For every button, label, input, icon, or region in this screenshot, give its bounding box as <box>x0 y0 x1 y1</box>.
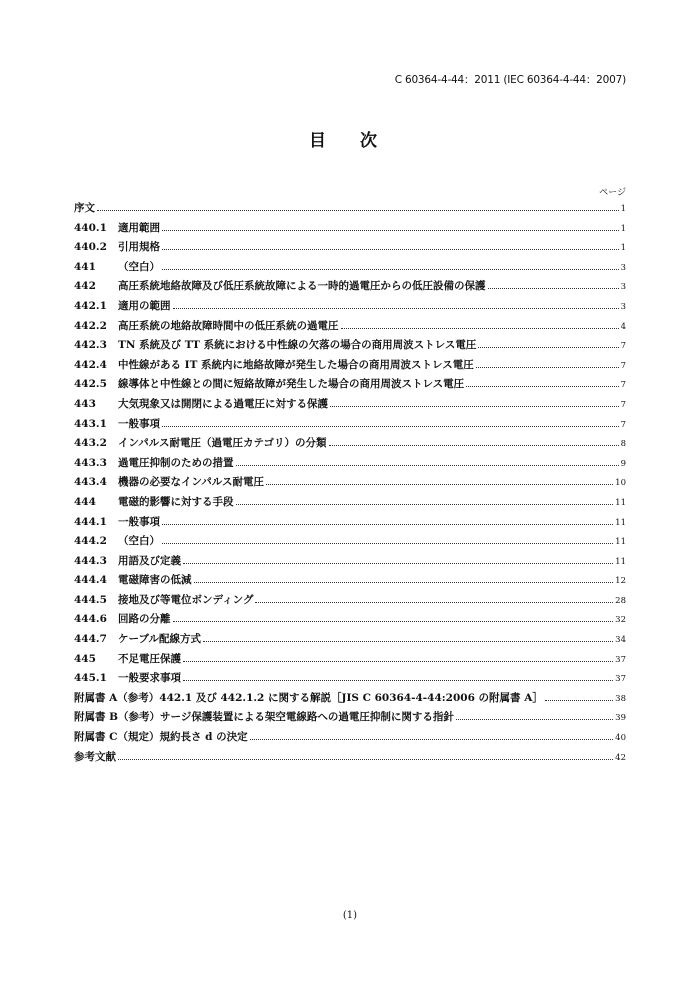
toc-entry-title: 高圧系統の地絡故障時間中の低圧系統の過電圧 <box>118 319 339 332</box>
toc-entry-title: 電磁的影響に対する手段 <box>118 495 234 508</box>
toc-entry-title: 一般要求事項 <box>118 672 181 685</box>
toc-entry-page: 1 <box>620 223 626 234</box>
toc-entry-number: 444.5 <box>74 593 107 606</box>
toc-entry-number: 444.4 <box>74 574 107 587</box>
toc-entry[interactable] <box>74 651 626 671</box>
toc-entry[interactable] <box>74 220 626 240</box>
toc-entry-title: 大気現象又は開閉による過電圧に対する保護 <box>118 397 328 410</box>
toc-entry[interactable] <box>74 494 626 514</box>
dot-leader <box>341 328 619 329</box>
toc-entry-title: 一般事項 <box>118 417 160 430</box>
toc-entry[interactable] <box>74 416 626 436</box>
dot-leader <box>330 406 619 407</box>
toc-entry[interactable] <box>74 533 626 553</box>
toc-entry-title: 用語及び定義 <box>118 554 181 567</box>
toc-entry[interactable] <box>74 239 626 259</box>
toc-entry-number: 443.2 <box>74 437 107 450</box>
page-column-label: ページ <box>599 188 626 198</box>
toc-entry-page: 7 <box>620 341 626 352</box>
dot-leader <box>162 269 619 270</box>
toc-entry-title: ケーブル配線方式 <box>118 633 202 646</box>
toc-entry[interactable] <box>74 278 626 298</box>
toc-entry-number: 445 <box>74 652 96 665</box>
dot-leader <box>162 249 619 250</box>
toc-entry[interactable] <box>74 553 626 573</box>
toc-entry-page: 38 <box>615 693 626 704</box>
dot-leader <box>545 700 613 701</box>
toc-entry[interactable] <box>74 690 626 710</box>
toc-entry-page: 39 <box>615 713 626 724</box>
dot-leader <box>162 543 613 544</box>
toc-entry-number: 444.1 <box>74 515 107 528</box>
toc-entry-page: 3 <box>620 262 626 273</box>
toc-entry-page: 11 <box>615 497 626 508</box>
toc-entry-page: 1 <box>620 204 626 214</box>
toc-entry[interactable] <box>74 611 626 631</box>
dot-leader <box>162 524 613 525</box>
dot-leader <box>478 347 618 348</box>
toc-entry-title: インパルス耐電圧（過電圧カテゴリ）の分類 <box>118 437 327 450</box>
dot-leader <box>466 386 618 387</box>
toc-entry-number: 445.1 <box>74 672 107 685</box>
toc-entry[interactable] <box>74 435 626 455</box>
toc-entry[interactable] <box>74 357 626 377</box>
dot-leader <box>329 445 619 446</box>
toc-entry-page: 11 <box>615 537 626 548</box>
toc-entry[interactable] <box>74 592 626 612</box>
toc-entry-title: 附属書 C（規定）規約長さ d の決定 <box>74 731 248 744</box>
toc-entry-number: 442.3 <box>74 339 107 352</box>
toc-entry-number: 444 <box>74 495 96 508</box>
toc-entry[interactable] <box>74 514 626 534</box>
toc-entry-title: 参考文献 <box>74 750 116 763</box>
toc-entry-title: TN 系統及び TT 系統における中性線の欠落の場合の商用周波ストレス電圧 <box>118 339 477 352</box>
toc-entry-page: 28 <box>615 595 626 606</box>
toc-entry-title: 附属書 B（参考）サージ保護装置による架空電線路への過電圧抑制に関する指針 <box>74 711 454 724</box>
page-number: (1) <box>342 910 358 921</box>
toc-entry-number: 444.2 <box>74 535 107 548</box>
toc-entry-title: 序文 <box>74 202 95 214</box>
toc-entry-title: 引用規格 <box>118 241 160 254</box>
toc-entry-title: （空白） <box>118 535 160 548</box>
toc-entry-page: 7 <box>620 360 626 371</box>
toc-entry-number: 440.1 <box>74 221 107 234</box>
toc-entry-number: 443 <box>74 397 96 410</box>
toc-entry[interactable] <box>74 396 626 416</box>
dot-leader <box>173 621 614 622</box>
standard-number: C 60364-4-44：2011 (IEC 60364-4-44：2007) <box>394 74 626 86</box>
dot-leader <box>236 465 619 466</box>
toc-entry-page: 37 <box>615 674 626 685</box>
toc-entry-title: 中性線がある IT 系統内に地絡故障が発生した場合の商用周波ストレス電圧 <box>118 358 474 371</box>
dot-leader <box>203 641 613 642</box>
toc-entry[interactable] <box>74 572 626 592</box>
dot-leader <box>118 759 613 760</box>
toc-entry-page: 4 <box>620 321 626 332</box>
toc-entry[interactable] <box>74 318 626 338</box>
toc-entry-page: 42 <box>615 752 626 763</box>
toc-entry-title: 高圧系統地絡故障及び低圧系統故障による一時的過電圧からの低圧設備の保護 <box>118 280 486 293</box>
toc-entry[interactable] <box>74 200 626 220</box>
page-title: 目 次 <box>309 131 391 151</box>
dot-leader <box>250 739 614 740</box>
dot-leader <box>255 602 613 603</box>
table-of-contents <box>74 200 626 768</box>
toc-entry-page: 11 <box>615 556 626 567</box>
toc-entry[interactable] <box>74 729 626 749</box>
toc-entry[interactable] <box>74 709 626 729</box>
toc-entry-page: 11 <box>615 517 626 528</box>
toc-entry-page: 7 <box>620 399 626 410</box>
toc-entry[interactable] <box>74 474 626 494</box>
toc-entry-number: 442.2 <box>74 319 107 332</box>
toc-entry-page: 34 <box>615 635 626 646</box>
dot-leader <box>456 719 613 720</box>
toc-entry[interactable] <box>74 631 626 651</box>
toc-entry-number: 444.3 <box>74 554 107 567</box>
dot-leader <box>162 230 619 231</box>
toc-entry-number: 440.2 <box>74 241 107 254</box>
toc-entry-title: 附属書 A（参考）442.1 及び 442.1.2 に関する解説［JIS C 60364-4-44:2006 の附属書 A］ <box>74 691 543 704</box>
dot-leader <box>173 308 619 309</box>
dot-leader <box>476 367 619 368</box>
toc-entry[interactable] <box>74 670 626 690</box>
toc-entry-title: 接地及び等電位ボンディング <box>118 593 254 606</box>
toc-entry-title: （空白） <box>118 260 160 273</box>
toc-entry[interactable] <box>74 337 626 357</box>
dot-leader <box>162 426 619 427</box>
toc-entry-page: 8 <box>620 439 626 450</box>
toc-entry-title: 回路の分離 <box>118 613 171 626</box>
toc-entry-number: 444.7 <box>74 633 107 646</box>
dot-leader <box>194 582 614 583</box>
toc-entry-title: 適用範囲 <box>118 221 160 234</box>
toc-entry-page: 7 <box>620 380 626 391</box>
dot-leader <box>488 288 619 289</box>
dot-leader <box>236 504 614 505</box>
toc-entry-page: 1 <box>620 243 626 254</box>
toc-entry-number: 444.6 <box>74 613 107 626</box>
toc-entry-title: 線導体と中性線との間に短絡故障が発生した場合の商用周波ストレス電圧 <box>118 378 465 391</box>
toc-entry[interactable] <box>74 749 626 769</box>
toc-entry-number: 442 <box>74 280 96 293</box>
toc-entry-page: 3 <box>620 282 626 293</box>
dot-leader <box>97 210 619 211</box>
dot-leader <box>266 484 613 485</box>
toc-entry[interactable] <box>74 259 626 279</box>
toc-entry-page: 37 <box>615 654 626 665</box>
toc-entry-number: 443.3 <box>74 456 107 469</box>
toc-entry-number: 441 <box>74 260 96 273</box>
toc-entry-number: 443.1 <box>74 417 107 430</box>
toc-entry-title: 適用の範囲 <box>118 299 171 312</box>
toc-entry-number: 442.4 <box>74 358 107 371</box>
dot-leader <box>183 563 613 564</box>
toc-entry-number: 443.4 <box>74 476 107 489</box>
toc-entry-page: 10 <box>615 478 626 489</box>
dot-leader <box>183 661 613 662</box>
toc-entry-page: 40 <box>615 733 626 744</box>
toc-entry-title: 過電圧抑制のための措置 <box>118 456 234 469</box>
toc-entry-title: 不足電圧保護 <box>118 652 181 665</box>
toc-entry[interactable] <box>74 455 626 475</box>
toc-entry-title: 一般事項 <box>118 515 160 528</box>
dot-leader <box>183 680 613 681</box>
toc-entry[interactable] <box>74 376 626 396</box>
toc-entry-page: 7 <box>620 419 626 430</box>
toc-entry-page: 32 <box>615 615 626 626</box>
toc-entry-number: 442.5 <box>74 378 107 391</box>
toc-entry-number: 442.1 <box>74 299 107 312</box>
toc-entry-page: 9 <box>620 458 626 469</box>
toc-entry-page: 3 <box>620 301 626 312</box>
toc-entry-title: 電磁障害の低減 <box>118 574 192 587</box>
toc-entry[interactable] <box>74 298 626 318</box>
toc-entry-page: 12 <box>615 576 626 587</box>
toc-entry-title: 機器の必要なインパルス耐電圧 <box>118 476 264 489</box>
